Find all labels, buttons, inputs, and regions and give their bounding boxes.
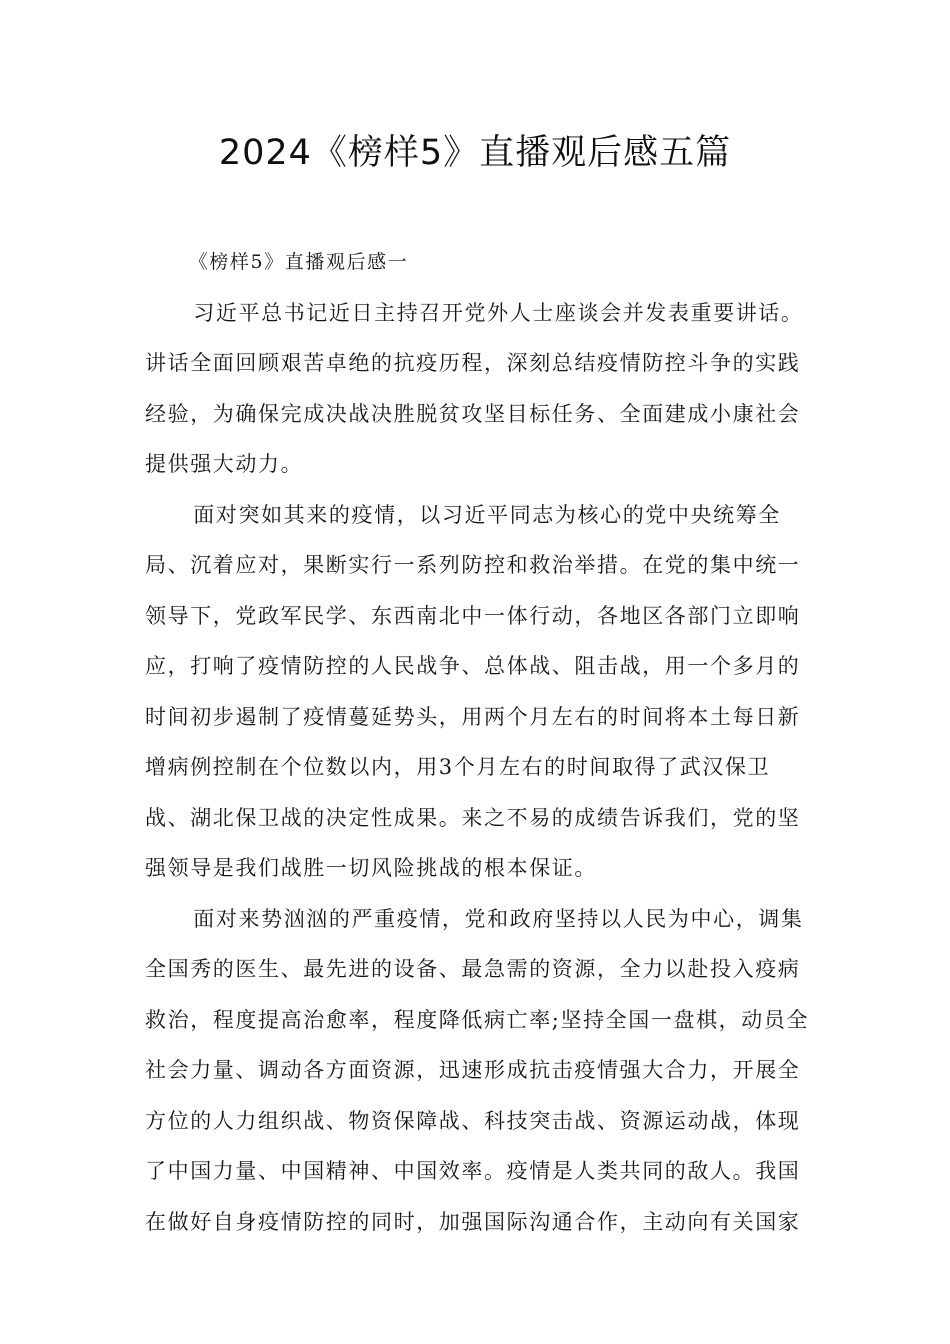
- paragraph-1: 习近平总书记近日主持召开党外人士座谈会并发表重要讲话。讲话全面回顾艰苦卓绝的抗疫历程，深刻总结疫情防控斗争的实践经验，为确保完成决战决胜脱贫攻坚目标任务、全面建成小康社会提供强大动力。: [145, 300, 804, 476]
- document-body: [145, 237, 815, 1247]
- document-title: 2024《榜样5》直播观后感五篇: [218, 133, 732, 173]
- paragraph-2: 面对突如其来的疫情，以习近平同志为核心的党中央统筹全局、沉着应对，果断实行一系列防控和救治举措。在党的集中统一领导下，党政军民学、东西南北中一体行动，各地区各部门立即响应，打响了疫情防控的人民战争、总体战、阻击战，用一个多月的时间初步遏制了疫情蔓延势头，用两个月左右的时间将本土每日新增病例控制在个位数以内，用3个月左右的时间取得了武汉保卫战、湖北保卫战的决定性成果。来之不易的成绩告诉我们，党的坚强领导是我们战胜一切风险挑战的根本保证。: [145, 502, 801, 880]
- section-heading: 《榜样5》直播观后感一: [188, 251, 409, 273]
- paragraph-3: 面对来势汹汹的严重疫情，党和政府坚持以人民为中心，调集全国秀的医生、最先进的设备、最急需的资源，全力以赴投入疫病救治，程度提高治愈率，程度降低病亡率;坚持全国一盘棋，动员全社会力量、调动各方面资源，迅速形成抗击疫情强大合力，开展全方位的人力组织战、物资保障战、科技突击战、资源运动战，体现了中国力量、中国精神、中国效率。疫情是人类共同的敌人。我国在做好自身疫情防控的同时，加强国际沟通合作，主动向有关国家: [145, 906, 810, 1234]
